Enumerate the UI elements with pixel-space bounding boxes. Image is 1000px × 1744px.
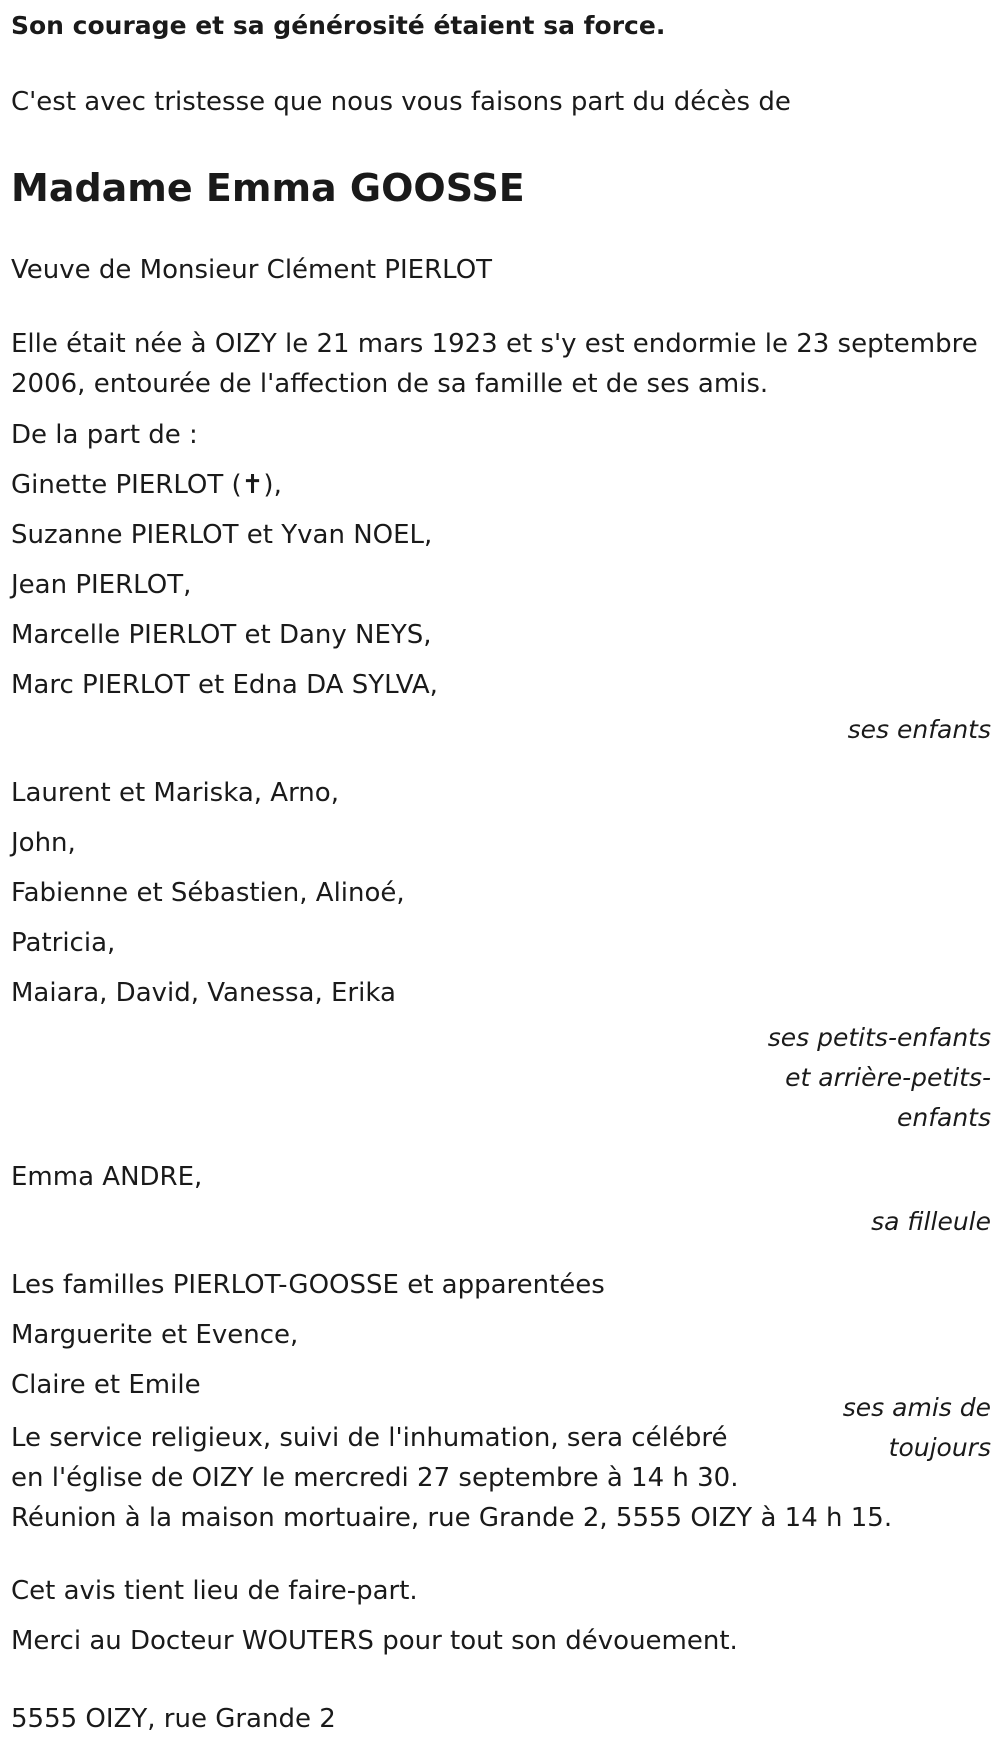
list-item: Les familles PIERLOT-GOOSSE et apparentées — [11, 1270, 605, 1300]
intro-text: C'est avec tristesse que nous vous faisons part du décès de — [11, 87, 791, 117]
role-line: toujours — [888, 1433, 991, 1462]
service-section — [11, 1393, 991, 1538]
list-item: Marcelle PIERLOT et Dany NEYS, — [11, 620, 432, 650]
spacer — [11, 1666, 991, 1694]
friends-role — [801, 1388, 991, 1468]
list-item: Claire et Emile — [11, 1370, 201, 1400]
list-item: Jean PIERLOT, — [11, 570, 192, 600]
service-line: en l'église de OIZY le mercredi 27 septembre à 14 h 30. — [11, 1463, 739, 1493]
address: 5555 OIZY, rue Grande 2 — [11, 1704, 336, 1734]
spacer — [11, 1538, 991, 1566]
role-line: ses amis de — [842, 1393, 991, 1422]
list-item: Fabienne et Sébastien, Alinoé, — [11, 878, 405, 908]
grandchildren-list — [11, 768, 991, 1018]
from-label: De la part de : — [11, 420, 198, 450]
role-line: et arrière-petits- — [785, 1063, 991, 1092]
motto: Son courage et sa générosité étaient sa force. — [11, 11, 666, 40]
list-item: Ginette PIERLOT (✝), — [11, 470, 282, 500]
deceased-name: Madame Emma GOOSSE — [11, 166, 525, 210]
role-line: enfants — [896, 1103, 991, 1132]
list-item: Maiara, David, Vanessa, Erika — [11, 978, 396, 1008]
list-item: Patricia, — [11, 928, 116, 958]
goddaughter-role: sa filleule — [871, 1207, 991, 1236]
children-role: ses enfants — [847, 715, 991, 744]
goddaughter-name: Emma ANDRE, — [11, 1162, 203, 1192]
birth-death-line: Elle était née à OIZY le 21 mars 1923 et s'y est endormie le 23 septembre — [11, 329, 978, 359]
closing-line: Cet avis tient lieu de faire-part. — [11, 1576, 418, 1606]
role-line: ses petits-enfants — [767, 1023, 991, 1052]
list-item: Suzanne PIERLOT et Yvan NOEL, — [11, 520, 433, 550]
service-line: Réunion à la maison mortuaire, rue Grande 2, 5555 OIZY à 14 h 15. — [11, 1503, 893, 1533]
birth-death-paragraph — [11, 324, 991, 404]
birth-death-line: 2006, entourée de l'affection de sa famille et de ses amis. — [11, 369, 769, 399]
grandchildren-role — [751, 1018, 991, 1138]
list-item: Marc PIERLOT et Edna DA SYLVA, — [11, 670, 438, 700]
obituary-notice — [11, 0, 991, 1744]
service-line: Le service religieux, suivi de l'inhumation, sera célébré — [11, 1423, 728, 1453]
children-list — [11, 460, 991, 710]
list-item: Marguerite et Evence, — [11, 1320, 299, 1350]
closing-line: Merci au Docteur WOUTERS pour tout son dévouement. — [11, 1626, 738, 1656]
list-item: John, — [11, 828, 76, 858]
list-item: Laurent et Mariska, Arno, — [11, 778, 339, 808]
widow-of: Veuve de Monsieur Clément PIERLOT — [11, 255, 493, 285]
